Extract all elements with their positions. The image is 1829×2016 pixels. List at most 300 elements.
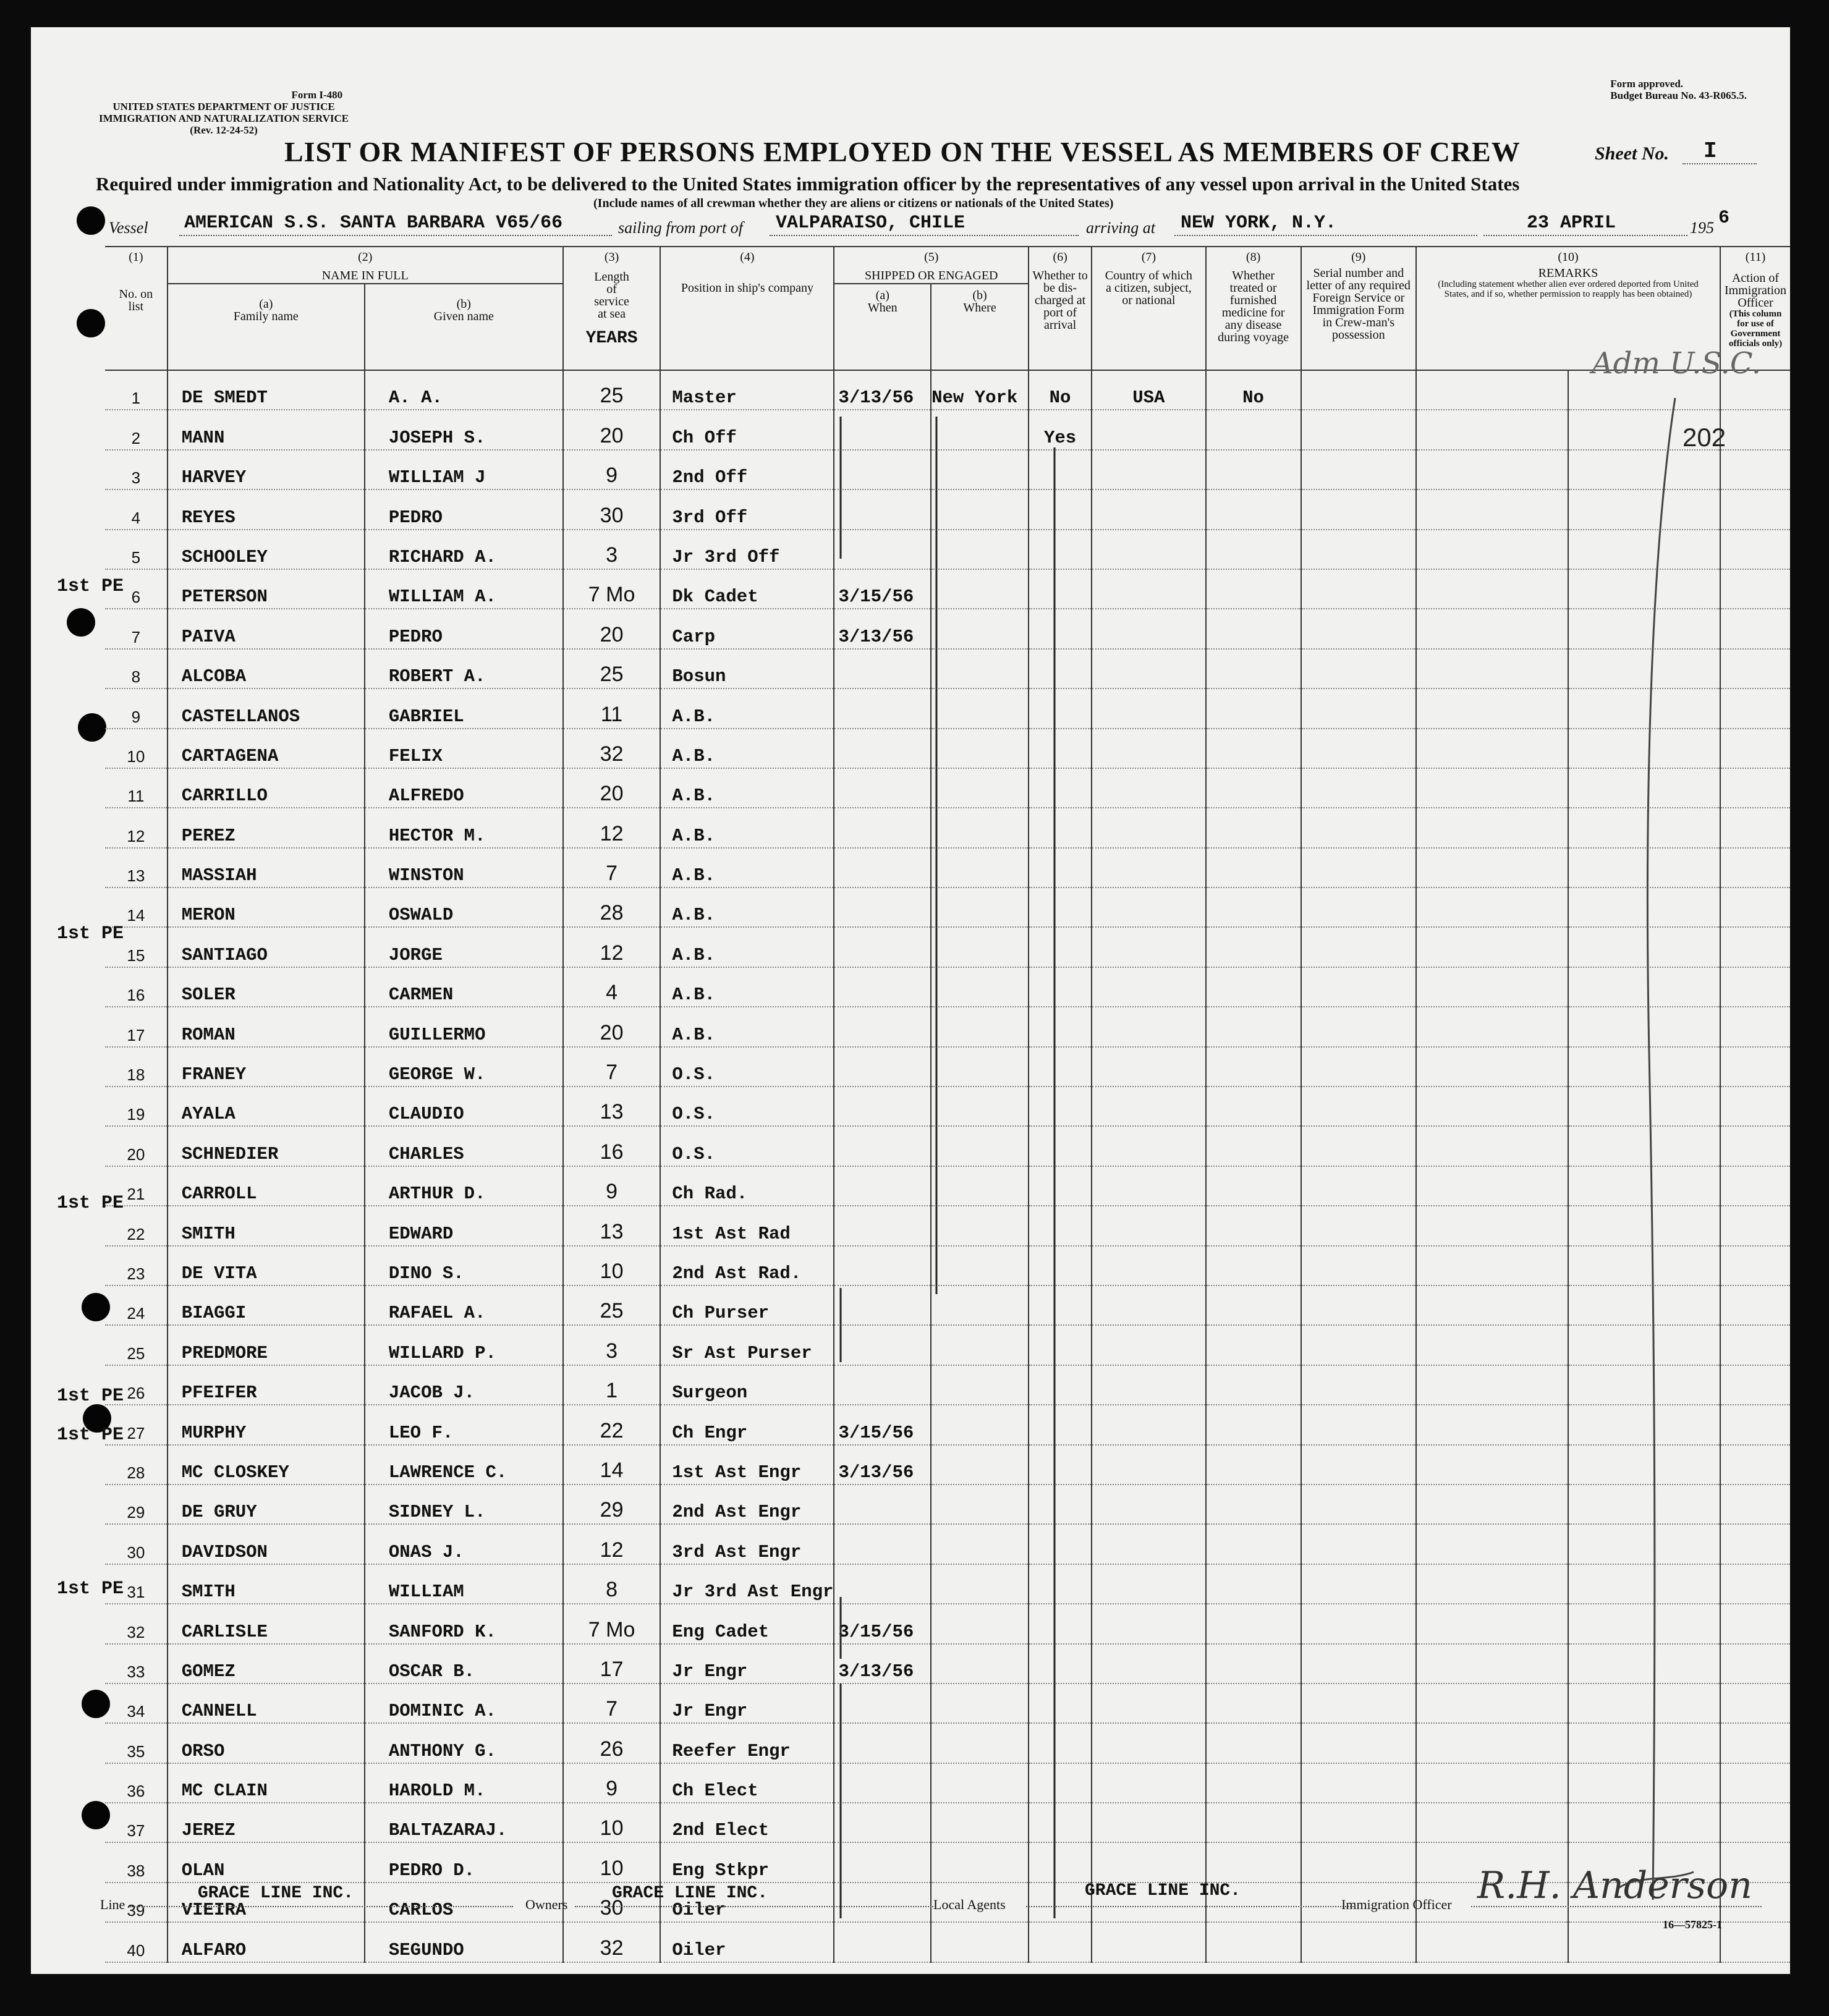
- cell-where: [931, 1922, 1029, 1962]
- cell-length: 12: [563, 927, 661, 967]
- cell-serial: [1301, 1803, 1416, 1842]
- cell-treated: [1206, 410, 1301, 449]
- cell-family: BIAGGI: [168, 1285, 365, 1325]
- manifest-sheet: [31, 27, 1790, 1974]
- print-code: 16—57825-1: [1663, 1918, 1722, 1931]
- cell-length: 4: [563, 967, 661, 1007]
- cell-position: 1st Ast Rad: [660, 1206, 834, 1245]
- cell-family: CARRILLO: [168, 768, 365, 808]
- cell-family: PAIVA: [168, 609, 365, 648]
- cell-action: [1720, 1803, 1790, 1842]
- cell-serial: [1301, 450, 1416, 489]
- cell-action: [1720, 450, 1790, 489]
- cell-action: [1720, 569, 1790, 609]
- cell-no: 5: [105, 530, 168, 569]
- cell-given: GABRIEL: [365, 688, 563, 728]
- page-title: LIST OR MANIFEST OF PERSONS EMPLOYED ON THE VESSEL AS MEMBERS OF CREW: [284, 136, 1521, 167]
- cell-serial: [1301, 489, 1416, 529]
- cell-action: [1720, 1047, 1790, 1086]
- cell-family: VIEIRA: [168, 1883, 365, 1922]
- cell-family: ROMAN: [168, 1007, 365, 1046]
- cell-no: 23: [105, 1246, 168, 1285]
- col-length-header: (3) Length of service at sea YEARS: [563, 247, 661, 370]
- cell-position: 2nd Ast Engr: [660, 1484, 834, 1524]
- cell-length: 22: [563, 1405, 661, 1444]
- cell-serial: [1301, 927, 1416, 967]
- cell-r1: [1416, 1246, 1568, 1285]
- cell-r1: [1416, 808, 1568, 847]
- cell-serial: [1301, 887, 1416, 927]
- col-country-header: (7) Country of which a citizen, subject, or national: [1092, 247, 1205, 370]
- cell-no: 4: [105, 489, 168, 529]
- cell-length: 30: [563, 1883, 661, 1922]
- cell-position: A.B.: [660, 927, 834, 967]
- cell-no: 6: [105, 569, 168, 609]
- cell-treated: [1206, 1206, 1301, 1245]
- cell-no: 16: [105, 967, 168, 1007]
- col-no-header: (1) No. on list: [105, 247, 168, 370]
- cell-length: 25: [563, 1285, 661, 1325]
- arriving-label: arriving at: [1086, 219, 1155, 237]
- cell-family: SCHOOLEY: [168, 530, 365, 569]
- cell-action: [1720, 1365, 1790, 1405]
- cell-given: WILLARD P.: [365, 1325, 563, 1365]
- cell-no: 18: [105, 1047, 168, 1086]
- cell-treated: [1206, 489, 1301, 529]
- length-unit: YEARS: [585, 329, 638, 348]
- cell-no: 27: [105, 1405, 168, 1444]
- cell-r1: [1416, 1684, 1568, 1723]
- cell-r1: [1416, 1365, 1568, 1405]
- cell-position: A.B.: [660, 1007, 834, 1046]
- cell-r1: [1416, 848, 1568, 887]
- cell-serial: [1301, 410, 1416, 449]
- sheet-no-value: I: [1704, 138, 1717, 164]
- cell-discharged: No: [1029, 370, 1092, 410]
- cell-length: 12: [563, 808, 661, 847]
- cell-r1: [1416, 489, 1568, 529]
- cell-when: 3/13/56: [834, 609, 931, 648]
- cell-no: 13: [105, 848, 168, 887]
- cell-no: 26: [105, 1365, 168, 1405]
- budget-bureau: Budget Bureau No. 43-R065.5.: [1610, 90, 1747, 101]
- cell-action: [1720, 530, 1790, 569]
- cell-family: AYALA: [168, 1086, 365, 1126]
- cell-given: EDWARD: [365, 1206, 563, 1245]
- cell-length: 32: [563, 1922, 661, 1962]
- arrival-date: 23 APRIL: [1527, 213, 1616, 234]
- cell-given: CLAUDIO: [365, 1086, 563, 1126]
- cell-when: [834, 1922, 931, 1962]
- officer-label: Immigration Officer: [1341, 1897, 1452, 1912]
- cell-treated: [1206, 530, 1301, 569]
- cell-length: 10: [563, 1803, 661, 1842]
- cell-length: 3: [563, 1325, 661, 1365]
- cell-action: [1720, 729, 1790, 768]
- cell-r1: [1416, 1405, 1568, 1444]
- cell-action: [1720, 688, 1790, 728]
- cell-position: 2nd Off: [660, 450, 834, 489]
- col-shipped-header: (5) SHIPPED OR ENGAGED: [834, 247, 1029, 284]
- cell-family: SMITH: [168, 1564, 365, 1604]
- cell-r1: [1416, 768, 1568, 808]
- cell-serial: [1301, 967, 1416, 1007]
- col-treated-header: (8) Whether treated or furnished medicine for any disease during voyage: [1206, 247, 1301, 370]
- cell-r1: [1416, 967, 1568, 1007]
- cell-r1: [1416, 1285, 1568, 1325]
- cell-position: Bosun: [660, 649, 834, 688]
- cell-length: 8: [563, 1564, 661, 1604]
- cell-action: [1720, 489, 1790, 529]
- table-row: [105, 1922, 1790, 1962]
- col-remarks-header: (10) REMARKS (Including statement whether alien ever ordered deported from United States, and if so, whether permission to reapply has been obtained): [1416, 247, 1720, 370]
- col-given-header: (b) Given name: [365, 284, 563, 370]
- cell-action: [1720, 1684, 1790, 1723]
- cell-length: 7: [563, 1684, 661, 1723]
- col-discharged-header: (6) Whether to be dis-charged at port of arrival: [1029, 247, 1092, 370]
- cell-serial: [1301, 609, 1416, 648]
- cell-position: Jr 3rd Off: [660, 530, 834, 569]
- cell-action: [1720, 1086, 1790, 1126]
- cell-given: GEORGE W.: [365, 1047, 563, 1086]
- cell-discharged: [1029, 1922, 1092, 1962]
- cell-position: Ch Purser: [660, 1285, 834, 1325]
- cell-treated: [1206, 1723, 1301, 1763]
- cell-action: [1720, 808, 1790, 847]
- cell-serial: [1301, 1285, 1416, 1325]
- cell-when: 3/13/56: [834, 370, 931, 410]
- cell-no: 20: [105, 1126, 168, 1166]
- cell-serial: [1301, 808, 1416, 847]
- cell-serial: [1301, 1564, 1416, 1604]
- cell-position: 2nd Ast Rad.: [660, 1246, 834, 1285]
- cell-family: PEREZ: [168, 808, 365, 847]
- cell-action: [1720, 1524, 1790, 1564]
- cell-treated: [1206, 1842, 1301, 1882]
- cell-given: FELIX: [365, 729, 563, 768]
- cell-country: [1092, 1922, 1205, 1962]
- cell-treated: [1206, 1445, 1301, 1484]
- cell-r1: [1416, 450, 1568, 489]
- cell-family: OLAN: [168, 1842, 365, 1882]
- cell-position: O.S.: [660, 1126, 834, 1166]
- cell-given: RICHARD A.: [365, 530, 563, 569]
- margin-note: 1st PE: [57, 1386, 124, 1407]
- cell-no: 12: [105, 808, 168, 847]
- cell-given: JOSEPH S.: [365, 410, 563, 449]
- cell-no: 38: [105, 1842, 168, 1882]
- action-officer-note: Adm U.S.C.: [1592, 346, 1762, 381]
- cell-given: WILLIAM J: [365, 450, 563, 489]
- cell-action: [1720, 887, 1790, 927]
- cell-treated: [1206, 1166, 1301, 1206]
- cell-r1: [1416, 1126, 1568, 1166]
- cell-serial: [1301, 1405, 1416, 1444]
- cell-family: SOLER: [168, 967, 365, 1007]
- cell-serial: [1301, 848, 1416, 887]
- form-dept: UNITED STATES DEPARTMENT OF JUSTICE: [112, 101, 335, 112]
- cell-no: 31: [105, 1564, 168, 1604]
- cell-treated: [1206, 729, 1301, 768]
- cell-length: 9: [563, 1166, 661, 1206]
- cell-when: 3/15/56: [834, 1405, 931, 1444]
- cell-length: 29: [563, 1484, 661, 1524]
- cell-length: 12: [563, 1524, 661, 1564]
- cell-serial: [1301, 1325, 1416, 1365]
- cell-position: A.B.: [660, 729, 834, 768]
- cell-given: WINSTON: [365, 848, 563, 887]
- cell-length: 20: [563, 768, 661, 808]
- cell-treated: [1206, 1086, 1301, 1126]
- cell-position: Ch Off: [660, 410, 834, 449]
- col-where-header: (b) Where: [931, 284, 1029, 370]
- cell-position: Eng Stkpr: [660, 1842, 834, 1882]
- cell-length: 10: [563, 1842, 661, 1882]
- cell-given: CARLOS: [365, 1883, 563, 1922]
- cell-given: SEGUNDO: [365, 1922, 563, 1962]
- cell-family: CASTELLANOS: [168, 688, 365, 728]
- cell-action: [1720, 1644, 1790, 1684]
- cell-family: DE SMEDT: [168, 370, 365, 410]
- cell-length: 1: [563, 1365, 661, 1405]
- cell-given: JORGE: [365, 927, 563, 967]
- cell-treated: [1206, 1922, 1301, 1962]
- cell-given: WILLIAM: [365, 1564, 563, 1604]
- cell-r1: [1416, 1206, 1568, 1245]
- cell-r1: [1416, 410, 1568, 449]
- cell-family: CARROLL: [168, 1166, 365, 1206]
- cell-position: A.B.: [660, 967, 834, 1007]
- cell-length: 9: [563, 1763, 661, 1803]
- line-label: Line: [100, 1897, 125, 1912]
- cell-serial: [1301, 1365, 1416, 1405]
- cell-family: ORSO: [168, 1723, 365, 1763]
- approved-text: Form approved.: [1610, 78, 1684, 90]
- cell-position: O.S.: [660, 1086, 834, 1126]
- cell-serial: [1301, 1604, 1416, 1643]
- cell-action: [1720, 1166, 1790, 1206]
- cell-no: 19: [105, 1086, 168, 1126]
- cell-treated: [1206, 1803, 1301, 1842]
- cell-family: DE VITA: [168, 1246, 365, 1285]
- cell-r1: [1416, 609, 1568, 648]
- cell-length: 7 Mo: [563, 1604, 661, 1643]
- cell-length: 7: [563, 848, 661, 887]
- cell-family: HARVEY: [168, 450, 365, 489]
- cell-family: PETERSON: [168, 569, 365, 609]
- cell-position: A.B.: [660, 688, 834, 728]
- cell-action: [1720, 1484, 1790, 1524]
- cell-when: 3/15/56: [834, 1604, 931, 1643]
- cell-given: SANFORD K.: [365, 1604, 563, 1643]
- cell-serial: [1301, 569, 1416, 609]
- table-row: [105, 370, 1790, 410]
- cell-action: [1720, 649, 1790, 688]
- cell-treated: No: [1206, 370, 1301, 410]
- cell-length: 3: [563, 530, 661, 569]
- cell-r1: [1416, 1047, 1568, 1086]
- cell-no: 35: [105, 1723, 168, 1763]
- cell-length: 7 Mo: [563, 569, 661, 609]
- col-position-header: (4) Position in ship's company: [660, 247, 834, 370]
- form-rev: (Rev. 12-24-52): [190, 124, 258, 136]
- cell-no: 39: [105, 1883, 168, 1922]
- cell-no: 1: [105, 370, 168, 410]
- cell-r1: [1416, 1803, 1568, 1842]
- margin-note: 1st PE: [57, 1578, 124, 1600]
- cell-treated: [1206, 569, 1301, 609]
- cell-when: 3/13/56: [834, 1445, 931, 1484]
- cell-length: 28: [563, 887, 661, 927]
- cell-family: FRANEY: [168, 1047, 365, 1086]
- cell-length: 10: [563, 1246, 661, 1285]
- sailing-label: sailing from port of: [618, 219, 744, 237]
- cell-r1: [1416, 887, 1568, 927]
- agents-label: Local Agents: [933, 1897, 1006, 1912]
- form-id: Form I-480: [291, 89, 343, 101]
- cell-serial: [1301, 1126, 1416, 1166]
- form-header: [99, 89, 349, 136]
- cell-no: 36: [105, 1763, 168, 1803]
- arrival-port: NEW YORK, N.Y.: [1181, 213, 1337, 234]
- cell-serial: [1301, 688, 1416, 728]
- departure-port: VALPARAISO, CHILE: [776, 213, 965, 234]
- cell-position: Dk Cadet: [660, 569, 834, 609]
- cell-given: HAROLD M.: [365, 1763, 563, 1803]
- cell-r1: [1416, 1763, 1568, 1803]
- cell-given: HECTOR M.: [365, 808, 563, 847]
- cell-r1: [1416, 649, 1568, 688]
- cell-serial: [1301, 1763, 1416, 1803]
- cell-serial: [1301, 1644, 1416, 1684]
- action-bracket-line: [1613, 373, 1700, 1912]
- cell-position: Reefer Engr: [660, 1723, 834, 1763]
- cell-no: 2: [105, 410, 168, 449]
- margin-note: 1st PE: [57, 576, 124, 597]
- cell-no: 33: [105, 1644, 168, 1684]
- cell-position: Ch Engr: [660, 1405, 834, 1444]
- cell-treated: [1206, 450, 1301, 489]
- cell-r1: [1416, 1922, 1568, 1962]
- cell-r1: [1416, 1166, 1568, 1206]
- cell-position: Master: [660, 370, 834, 410]
- cell-r1: [1416, 1604, 1568, 1643]
- vessel-name: AMERICAN S.S. SANTA BARBARA V65/66: [184, 213, 563, 234]
- cell-position: Oiler: [660, 1922, 834, 1962]
- cell-no: 21: [105, 1166, 168, 1206]
- cell-position: A.B.: [660, 887, 834, 927]
- cell-treated: [1206, 887, 1301, 927]
- cell-given: A. A.: [365, 370, 563, 410]
- cell-given: SIDNEY L.: [365, 1484, 563, 1524]
- cell-r1: [1416, 1564, 1568, 1604]
- cell-family: REYES: [168, 489, 365, 529]
- cell-treated: [1206, 609, 1301, 648]
- cell-family: CANNELL: [168, 1684, 365, 1723]
- cell-discharged: Yes: [1029, 410, 1092, 449]
- cell-family: MANN: [168, 410, 365, 449]
- cell-family: PREDMORE: [168, 1325, 365, 1365]
- cell-family: SANTIAGO: [168, 927, 365, 967]
- cell-r1: [1416, 1325, 1568, 1365]
- cell-r1: [1416, 1007, 1568, 1046]
- cell-given: PEDRO: [365, 609, 563, 648]
- owners-label: Owners: [525, 1897, 568, 1912]
- cell-given: DOMINIC A.: [365, 1684, 563, 1723]
- col-action-header: (11) Action of Immigration Officer (This column for use of Government officials only): [1720, 247, 1790, 370]
- cell-treated: [1206, 1763, 1301, 1803]
- cell-treated: [1206, 848, 1301, 887]
- cell-given: CARMEN: [365, 967, 563, 1007]
- cell-no: 34: [105, 1684, 168, 1723]
- form-approval: [1610, 78, 1747, 101]
- cell-action: [1720, 1445, 1790, 1484]
- cell-position: A.B.: [660, 808, 834, 847]
- cell-position: Sr Ast Purser: [660, 1325, 834, 1365]
- cell-given: OSCAR B.: [365, 1644, 563, 1684]
- cell-r1: [1416, 370, 1568, 410]
- cell-given: ARTHUR D.: [365, 1166, 563, 1206]
- col-name-header: (2) NAME IN FULL: [168, 247, 563, 284]
- stamp-number: 202: [1683, 423, 1726, 452]
- cell-given: RAFAEL A.: [365, 1285, 563, 1325]
- cell-treated: [1206, 967, 1301, 1007]
- cell-action: [1720, 1763, 1790, 1803]
- ditto-lines: [785, 410, 1156, 1925]
- cell-no: 25: [105, 1325, 168, 1365]
- cell-r1: [1416, 1524, 1568, 1564]
- cell-length: 13: [563, 1086, 661, 1126]
- col-serial-header: (9) Serial number and letter of any required Foreign Service or Immigration Form in Crew-man's possession: [1301, 247, 1416, 370]
- cell-position: Surgeon: [660, 1365, 834, 1405]
- cell-action: [1720, 1126, 1790, 1166]
- cell-no: 22: [105, 1206, 168, 1245]
- cell-family: PFEIFER: [168, 1365, 365, 1405]
- cell-treated: [1206, 927, 1301, 967]
- cell-serial: [1301, 1445, 1416, 1484]
- sheet-no-label: Sheet No.: [1595, 143, 1669, 164]
- cell-serial: [1301, 1524, 1416, 1564]
- cell-serial: [1301, 1007, 1416, 1046]
- cell-given: JACOB J.: [365, 1365, 563, 1405]
- year-prefix: 195: [1690, 219, 1714, 237]
- cell-family: ALCOBA: [168, 649, 365, 688]
- cell-family: SMITH: [168, 1206, 365, 1245]
- col-family-header: (a) Family name: [168, 284, 365, 370]
- cell-treated: [1206, 808, 1301, 847]
- margin-note: 1st PE: [57, 923, 124, 944]
- cell-given: LEO F.: [365, 1405, 563, 1444]
- cell-no: 24: [105, 1285, 168, 1325]
- cell-treated: [1206, 1325, 1301, 1365]
- cell-serial: [1301, 1842, 1416, 1882]
- cell-given: DINO S.: [365, 1246, 563, 1285]
- owners-value: GRACE LINE INC.: [612, 1884, 768, 1903]
- cell-given: CHARLES: [365, 1126, 563, 1166]
- margin-note: 1st PE: [57, 1193, 124, 1214]
- cell-action: [1720, 410, 1790, 449]
- cell-r1: [1416, 1484, 1568, 1524]
- cell-action: [1720, 609, 1790, 648]
- cell-length: 26: [563, 1723, 661, 1763]
- cell-no: 29: [105, 1484, 168, 1524]
- cell-no: 32: [105, 1604, 168, 1643]
- cell-given: GUILLERMO: [365, 1007, 563, 1046]
- cell-serial: [1301, 1047, 1416, 1086]
- cell-treated: [1206, 1524, 1301, 1564]
- cell-serial: [1301, 530, 1416, 569]
- cell-r1: [1416, 530, 1568, 569]
